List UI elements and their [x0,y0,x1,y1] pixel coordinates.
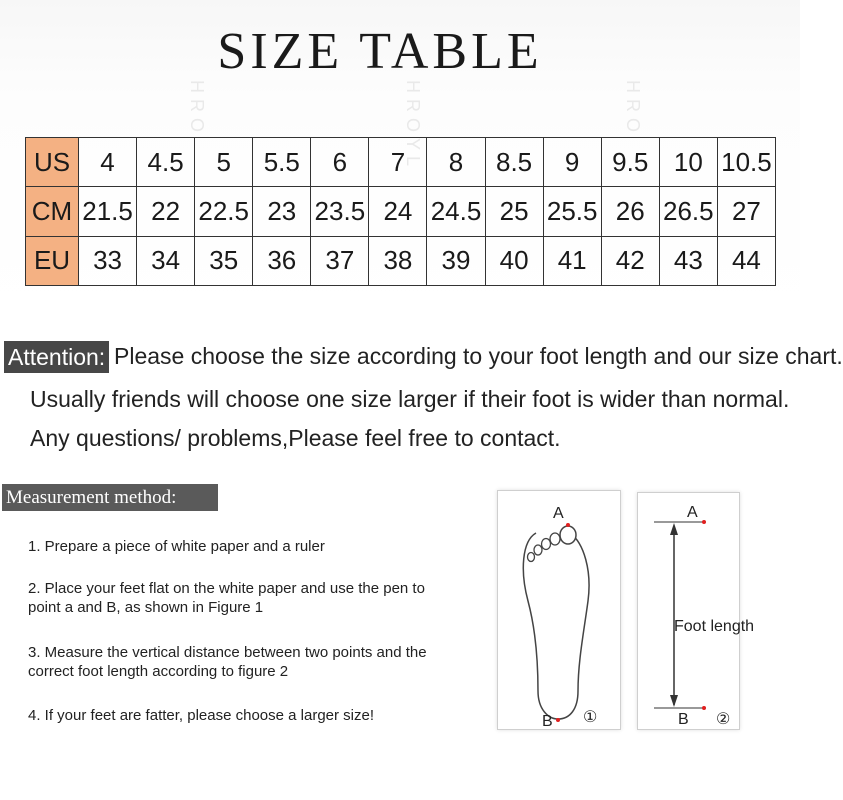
page-title: SIZE TABLE [217,23,543,80]
point-b-marker [556,718,560,722]
attention-line-3: Any questions/ problems,Please feel free to contact. [30,425,561,451]
row-header-cm: CM [26,187,79,236]
figure-1-foot-outline [497,490,621,730]
table-cell: 23 [253,187,311,236]
table-cell: 38 [369,236,427,285]
table-cell: 23.5 [311,187,369,236]
figure-2-point-a-label: A [687,504,698,521]
table-cell: 6 [311,138,369,187]
table-cell: 43 [659,236,717,285]
table-row-us [26,138,776,187]
point-a-marker [566,523,570,527]
table-cell: 8 [427,138,485,187]
table-cell: 22 [137,187,195,236]
table-cell: 44 [717,236,775,285]
attention-label: Attention: [4,341,109,373]
step-3: 3. Measure the vertical distance between two points and the correct foot length according to figure 2 [28,644,427,680]
table-cell: 21.5 [79,187,137,236]
foot-outline-icon [498,491,620,729]
figure-1-point-a-label: A [553,505,564,522]
table-cell: 36 [253,236,311,285]
attention-line-1: Please choose the size according to your foot length and our size chart. [114,343,843,369]
watermark: HROYL [403,80,423,173]
table-cell: 9 [543,138,601,187]
table-cell: 35 [195,236,253,285]
figure-1-number: ① [583,709,598,726]
attention-line-2: Usually friends will choose one size larger if their foot is wider than normal. [30,386,790,412]
table-cell: 24 [369,187,427,236]
figure-1-point-b-label: B [542,713,553,730]
table-cell: 25.5 [543,187,601,236]
foot-length-diagram-icon [638,493,755,729]
table-cell: 8.5 [485,138,543,187]
table-cell: 33 [79,236,137,285]
watermark: HRO [623,80,643,138]
watermark: HRO [187,80,207,138]
table-cell: 4 [79,138,137,187]
table-cell: 10 [659,138,717,187]
table-row-cm [26,187,776,236]
point-a-marker [702,520,706,524]
row-header-us: US [26,138,79,187]
step-4: 4. If your feet are fatter, please choose a larger size! [28,707,375,724]
table-cell: 9.5 [601,138,659,187]
table-cell: 34 [137,236,195,285]
figure-2-point-b-label: B [678,711,689,728]
row-header-eu: EU [26,236,79,285]
table-cell: 26 [601,187,659,236]
table-cell: 5 [195,138,253,187]
point-b-marker [702,706,706,710]
table-cell: 40 [485,236,543,285]
table-cell: 26.5 [659,187,717,236]
table-cell: 42 [601,236,659,285]
table-cell: 41 [543,236,601,285]
table-cell: 7 [369,138,427,187]
table-cell: 24.5 [427,187,485,236]
table-cell: 39 [427,236,485,285]
step-1: 1. Prepare a piece of white paper and a ruler [28,538,325,555]
size-table [25,137,776,286]
table-cell: 22.5 [195,187,253,236]
figure-2-foot-length [637,492,755,730]
table-cell: 10.5 [717,138,775,187]
measurement-method-label: Measurement method: [2,484,218,511]
table-cell: 5.5 [253,138,311,187]
table-cell: 4.5 [137,138,195,187]
step-2: 2. Place your feet flat on the white paper and use the pen to point a and B, as shown in Figure 1 [28,580,425,616]
table-cell: 25 [485,187,543,236]
table-cell: 27 [717,187,775,236]
table-cell: 37 [311,236,369,285]
figure-2-number: ② [716,711,731,728]
foot-length-label: Foot length [674,618,755,635]
table-row-eu [26,236,776,285]
